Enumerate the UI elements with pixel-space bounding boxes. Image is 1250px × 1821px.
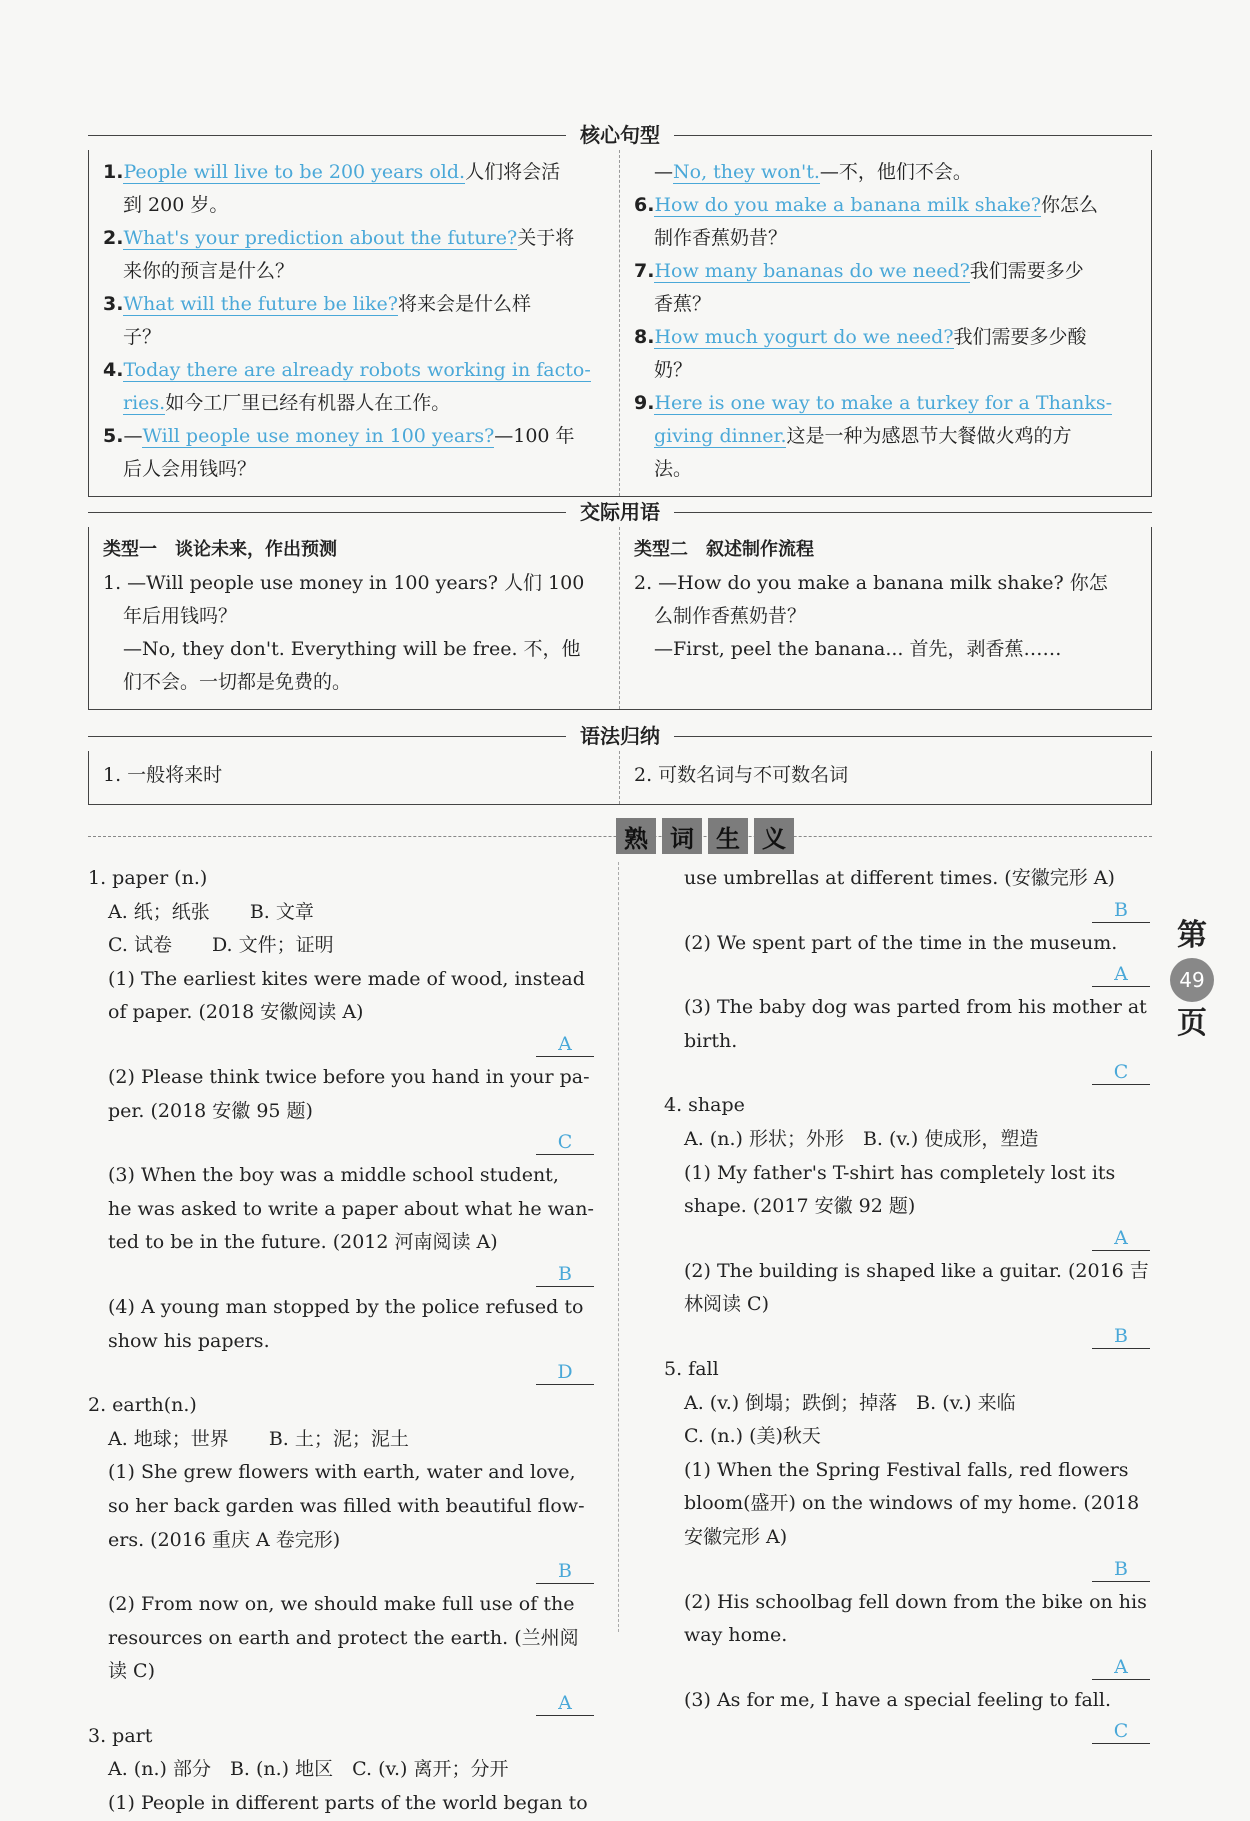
answer-blank: B [536,1262,594,1287]
vocab-line: (1) When the Spring Festival falls, red flowers [684,1458,1129,1481]
vocab-line: bloom(盛开) on the windows of my home. (2018 [684,1492,1140,1515]
answer-blank-row [664,896,1150,927]
answer-blank: D [536,1360,594,1385]
core-item-cont [634,420,1137,453]
comm-line: —No, they don't. Everything will be free. 不，他 [123,638,581,660]
core-item [103,354,605,387]
vocab-line: (2) Please think twice before you hand in your pa- [108,1065,590,1088]
vocab-banner [88,818,1152,854]
core-item-cont [634,354,1137,387]
vocab-line: 安徽完形 A) [684,1525,788,1548]
core-item [103,156,605,189]
vocab-line: (2) His schoolbag fell down from the bike on his [684,1590,1147,1613]
answer-text: What's your prediction about the future? [123,227,518,249]
vocab-line: 林阅读 C) [684,1293,769,1316]
translation: —不，他们不会。 [819,161,972,183]
translation: 后人会用钱吗？ [123,458,257,480]
answer-blank-row [664,1555,1150,1586]
core-patterns-title-bar [88,120,1152,150]
answer-blank: B [1092,1324,1150,1349]
item-number: 4. [103,359,124,381]
answer-text: giving dinner. [654,425,787,447]
answer-blank-row [664,1224,1150,1255]
core-patterns-section [88,120,1152,497]
answer-blank: C [536,1130,594,1155]
vocab-line: he was asked to write a paper about what he wan- [108,1197,594,1220]
vocab-line: (3) The baby dog was parted from his mother at [684,996,1147,1019]
vocab-line: ers. (2016 重庆 A 卷完形) [108,1528,341,1551]
core-item [634,321,1137,354]
page-di: 第 [1177,918,1207,953]
answer-blank: C [1092,1719,1150,1744]
column-divider [618,862,619,1632]
core-patterns-title: 核心句型 [566,123,674,147]
communication-section [88,497,1152,710]
core-item [634,255,1137,288]
answer-text: How do you make a banana milk shake? [654,194,1042,216]
grammar-left [89,751,620,804]
vocab-line: (2) We spent part of the time in the museum. [684,931,1118,954]
vocab-line: ted to be in the future. (2012 河南阅读 A) [108,1231,498,1254]
option: D. 文件；证明 [211,934,334,957]
answer-blank-row [88,1557,594,1588]
translation: 这是一种为感恩节大餐做火鸡的方 [786,425,1072,447]
vocab-line: (4) A young man stopped by the police refused to [108,1295,584,1318]
answer-blank-row [664,1717,1150,1748]
vocab-line: use umbrellas at different times. (安徽完形 A) [684,867,1115,889]
communication-right [620,527,1151,709]
translation: 奶？ [654,359,693,381]
core-item [103,420,605,453]
answer-blank-row [664,1322,1150,1353]
banner-char: 生 [708,818,748,854]
answer-text: What will the future be like? [123,293,398,315]
grammar-section [88,721,1152,805]
vocab-heading: 5. fall [664,1357,719,1380]
vocab-line: per. (2018 安徽 95 题) [108,1099,313,1122]
vocab-line: A. (n.) 形状；外形 B. (v.) 使成形，塑造 [684,1127,1039,1150]
core-right-column [620,150,1151,496]
item-number: 3. [103,293,124,315]
answer-text: How many bananas do we need? [654,260,970,282]
core-item-cont [103,321,605,354]
answer-blank-row [88,1689,594,1720]
answer-text: Here is one way to make a turkey for a Thanks- [654,392,1113,414]
item-number: 2. [103,227,124,249]
answer-blank-row [88,1260,594,1291]
vocab-line: shape. (2017 安徽 92 题) [684,1195,916,1218]
dash: — [123,425,143,447]
vocab-line: show his papers. [108,1329,270,1352]
grammar-title-bar [88,721,1152,751]
translation: 人们将会活 [465,161,561,183]
vocab-heading: 3. part [88,1724,153,1747]
page-ye: 页 [1177,1006,1207,1041]
vocab-line: resources on earth and protect the earth. (兰州阅 [108,1626,579,1649]
translation: 我们需要多少 [969,260,1084,282]
item-number: 6. [634,194,655,216]
vocab-line: (2) From now on, we should make full use of the [108,1593,575,1616]
option: B. 土；泥；泥土 [268,1427,409,1450]
core-item-cont: 法。 [654,458,693,480]
item-number: 8. [634,326,655,348]
grammar-right [620,751,1151,804]
answer-text: People will live to be 200 years old. [123,161,466,183]
item-number: 9. [634,392,655,414]
dash: — [654,161,673,183]
item-number: 5. [103,425,124,447]
answer-blank-row [88,1358,594,1389]
answer-text: ries. [123,392,166,414]
answer-blank: A [1092,1226,1150,1251]
grammar-item: 2. 可数名词与不可数名词 [634,764,849,786]
vocab-line: A. (n.) 部分 B. (n.) 地区 C. (v.) 离开；分开 [108,1758,509,1781]
vocab-line: (2) The building is shaped like a guitar. (2016 吉 [684,1259,1149,1282]
communication-box [88,527,1152,710]
translation: —100 年 [494,425,575,447]
translation: 制作香蕉奶昔？ [654,227,788,249]
communication-left [89,527,620,709]
answer-text: Today there are already robots working in facto- [123,359,591,381]
item-number: 1. [103,161,124,183]
translation: 来你的预言是什么？ [123,260,295,282]
core-item-cont [103,387,605,420]
answer-blank-row [88,1030,594,1061]
answer-blank: A [536,1691,594,1716]
translation: 我们需要多少酸 [953,326,1087,348]
core-item-cont [103,189,605,222]
banner-char: 词 [662,818,702,854]
answer-blank: C [1092,1060,1150,1085]
option: A. 纸；纸张 [108,900,210,923]
vocab-line: (1) My father's T-shirt has completely lost its [684,1161,1116,1184]
vocab-line: 读 C) [108,1660,155,1683]
vocab-line: (1) She grew flowers with earth, water and love, [108,1461,576,1484]
vocab-options [88,1423,594,1457]
vocab-options [88,896,594,930]
core-item-cont [634,288,1137,321]
page-number-tab [1164,916,1220,1044]
translation: 到 200 岁。 [123,194,229,216]
comm-line: 么制作香蕉奶昔？ [654,605,807,627]
item-number: 7. [634,260,655,282]
core-left-column [89,150,620,496]
vocab-line: (1) People in different parts of the world began to [108,1792,588,1815]
answer-text: No, they won't. [673,161,820,183]
comm-line: 们不会。一切都是免费的。 [123,671,352,693]
translation: 香蕉？ [654,293,712,315]
vocab-banner-title [616,818,794,854]
core-item [634,189,1137,222]
vocab-line: way home. [684,1624,788,1647]
answer-text: Will people use money in 100 years? [142,425,495,447]
vocab-line: C. (n.) (美)秋天 [684,1425,821,1448]
answer-blank: A [536,1032,594,1057]
answer-blank: B [1092,898,1150,923]
answer-blank: B [536,1559,594,1584]
answer-blank-row [664,1058,1150,1089]
answer-blank: A [1092,962,1150,987]
vocab-line: birth. [684,1029,738,1052]
translation: 子？ [123,326,162,348]
translation: 将来会是什么样 [397,293,531,315]
option: B. 文章 [249,900,314,923]
core-item [103,222,605,255]
grammar-title: 语法归纳 [566,724,674,748]
vocab-options [88,929,594,963]
core-patterns-box [88,150,1152,497]
type-two-heading: 类型二 叙述制作流程 [634,539,814,560]
communication-title: 交际用语 [566,500,674,524]
option: A. 地球；世界 [108,1427,229,1450]
vocab-heading: 2. earth(n.) [88,1394,197,1417]
core-item-cont [634,222,1137,255]
banner-char: 熟 [616,818,656,854]
vocab-right-column [664,862,1150,1748]
translation: 如今工厂里已经有机器人在工作。 [165,392,451,414]
vocab-line: (3) As for me, I have a special feeling to fall. [684,1688,1111,1711]
vocab-line: of paper. (2018 安徽阅读 A) [108,1001,364,1024]
communication-title-bar [88,497,1152,527]
answer-blank-row [664,1653,1150,1684]
comm-line: 1. —Will people use money in 100 years? 人们 100 [103,572,585,594]
answer-blank: B [1092,1557,1150,1582]
translation: 关于将 [517,227,575,249]
comm-line: —First, peel the banana... 首先，剥香蕉…… [654,638,1062,660]
core-item-cont [103,255,605,288]
answer-blank: A [1092,1655,1150,1680]
page-number: 49 [1170,958,1214,1002]
comm-line: 年后用钱吗？ [123,605,238,627]
type-one-heading: 类型一 谈论未来，作出预测 [103,539,337,560]
core-item [634,156,1137,189]
vocab-heading: 4. shape [664,1094,745,1117]
answer-blank-row [664,960,1150,991]
answer-blank-row [88,1128,594,1159]
option: C. 试卷 [108,934,172,957]
grammar-box [88,751,1152,805]
answer-text: How much yogurt do we need? [654,326,954,348]
banner-char: 义 [754,818,794,854]
vocab-line: A. (v.) 倒塌；跌倒；掉落 B. (v.) 来临 [684,1391,1016,1414]
vocab-line: so her back garden was filled with beautiful flow- [108,1494,585,1517]
core-item [634,387,1137,420]
core-item-cont [103,453,605,486]
translation: 你怎么 [1041,194,1099,216]
vocab-line: (3) When the boy was a middle school student, [108,1164,559,1187]
core-item [103,288,605,321]
vocab-heading: 1. paper (n.) [88,867,208,889]
comm-line: 2. —How do you make a banana milk shake? 你怎 [634,572,1108,594]
vocab-line: (1) The earliest kites were made of wood, instead [108,967,585,990]
grammar-item: 1. 一般将来时 [103,764,223,786]
vocab-left-column [88,862,594,1821]
